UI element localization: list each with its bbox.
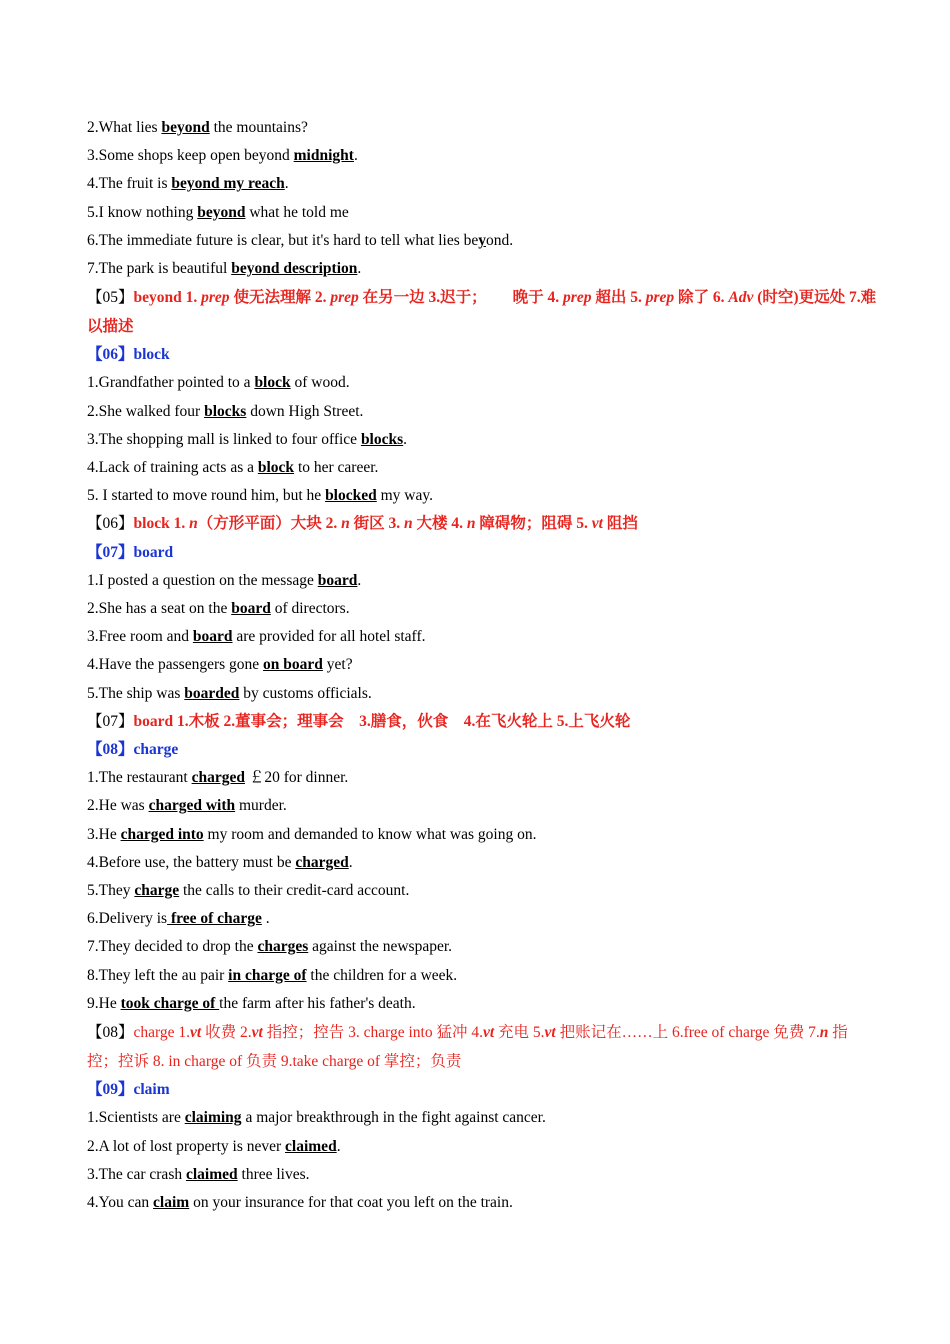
key-word: claimed [185, 1165, 238, 1183]
key-word: in charge of [228, 966, 307, 984]
sentence-beyond-5: 5.I know nothing beyond what he told me [87, 203, 349, 221]
key-word: blocks [204, 402, 247, 420]
sentence-charge-7: 7.They decided to drop the charges against the newspaper. [87, 938, 453, 956]
key-word: on board [263, 656, 323, 674]
answer-charge: 【08】charge 1.vt 收费 2.vt 指控；控告 3. charge into 猛冲 4.vt 充电 5.vt 把账记在……上 6.free of charge 免费 7.n 指控；控诉 8. in charge of 负责 9.take charge of 掌控；负责 [87, 1024, 848, 1071]
key-word: charged [191, 769, 245, 787]
key-word: midnight [293, 147, 354, 165]
sentence-block-1: 1.Grandfather pointed to a block of wood. [87, 374, 350, 392]
sentence-charge-5: 5.They charge the calls to their credit-card account. [87, 882, 410, 900]
key-word: free of charge [167, 910, 262, 928]
sentence-block-3: 3.The shopping mall is linked to four office blocks. [87, 430, 408, 448]
key-word: beyond description [231, 260, 358, 278]
answer-beyond: 【05】beyond 1. prep 使无法理解 2. prep 在另一边 3.迟于； 晚于 4. prep 超出 5. prep 除了 6. Adv (时空)更远处 7.难以描述 [87, 289, 877, 336]
document-page [87, 114, 877, 1217]
section-heading-charge: 【08】charge [87, 741, 179, 759]
sentence-charge-3: 3.He charged into my room and demanded to know what was going on. [87, 825, 537, 843]
key-word: board [317, 571, 358, 589]
key-word: y [478, 231, 487, 249]
section-heading-board: 【07】board [87, 543, 174, 561]
key-word: board [192, 628, 233, 646]
sentence-claim-1: 1.Scientists are claiming a major breakthrough in the fight against cancer. [87, 1109, 546, 1127]
key-word: charged with [148, 797, 236, 815]
sentence-charge-6: 6.Delivery is free of charge . [87, 910, 270, 928]
key-word: board [231, 600, 271, 618]
sentence-claim-3: 3.The car crash claimed three lives. [87, 1165, 310, 1183]
key-word: blocks [360, 430, 404, 448]
key-word: charges [257, 938, 309, 956]
sentence-board-2: 2.She has a seat on the board of directors. [87, 600, 350, 618]
sentence-board-5: 5.The ship was boarded by customs officials. [87, 684, 372, 702]
sentence-board-1: 1.I posted a question on the message board. [87, 571, 362, 589]
sentence-claim-2: 2.A lot of lost property is never claimed. [87, 1137, 341, 1155]
key-word: block [254, 374, 291, 392]
sentence-beyond-2: 2.What lies beyond the mountains? [87, 119, 308, 136]
sentence-beyond-6: 6.The immediate future is clear, but it's hard to tell what lies beyond. [87, 231, 514, 249]
key-word: beyond [197, 203, 246, 221]
answer-block: 【06】block 1. n（方形平面）大块 2. n 街区 3. n 大楼 4. n 障碍物；阻碍 5. vt 阻挡 [87, 515, 638, 533]
sentence-board-4: 4.Have the passengers gone on board yet? [87, 656, 353, 674]
key-word: boarded [184, 684, 240, 702]
key-word: charged [295, 853, 349, 871]
sentence-board-3: 3.Free room and board are provided for all hotel staff. [87, 628, 426, 646]
key-word: block [257, 459, 295, 477]
key-word: claiming [184, 1109, 242, 1127]
sentence-charge-8: 8.They left the au pair in charge of the children for a week. [87, 966, 458, 984]
answer-board: 【07】board 1.木板 2.董事会；理事会 3.膳食，伙食 4.在飞火轮上 5.上飞火轮 [87, 712, 631, 730]
key-word: took charge of [120, 994, 220, 1012]
section-heading-block: 【06】block [87, 346, 170, 364]
key-word: blocked [325, 487, 377, 505]
sentence-block-4: 4.Lack of training acts as a block to her career. [87, 459, 379, 477]
sentence-block-5: 5. I started to move round him, but he blocked my way. [87, 487, 433, 505]
key-word: claimed [285, 1137, 337, 1155]
sentence-beyond-4: 4.The fruit is beyond my reach. [87, 175, 289, 193]
sentence-charge-1: 1.The restaurant charged ￡20 for dinner. [87, 769, 349, 787]
sentence-claim-4: 4.You can claim on your insurance for that coat you left on the train. [87, 1193, 513, 1211]
key-word: charge [134, 882, 180, 900]
key-word: charged into [120, 825, 204, 843]
key-word: beyond my reach [171, 175, 285, 193]
section-heading-claim: 【09】claim [87, 1081, 170, 1099]
key-word: beyond [161, 119, 210, 136]
key-word: claim [153, 1193, 190, 1211]
sentence-charge-2: 2.He was charged with murder. [87, 797, 287, 815]
sentence-charge-4: 4.Before use, the battery must be charged. [87, 853, 353, 871]
sentence-beyond-3: 3.Some shops keep open beyond midnight. [87, 147, 358, 165]
sentence-beyond-7: 7.The park is beautiful beyond description. [87, 260, 362, 278]
sentence-charge-9: 9.He took charge of the farm after his father's death. [87, 994, 416, 1012]
sentence-block-2: 2.She walked four blocks down High Street. [87, 402, 364, 420]
